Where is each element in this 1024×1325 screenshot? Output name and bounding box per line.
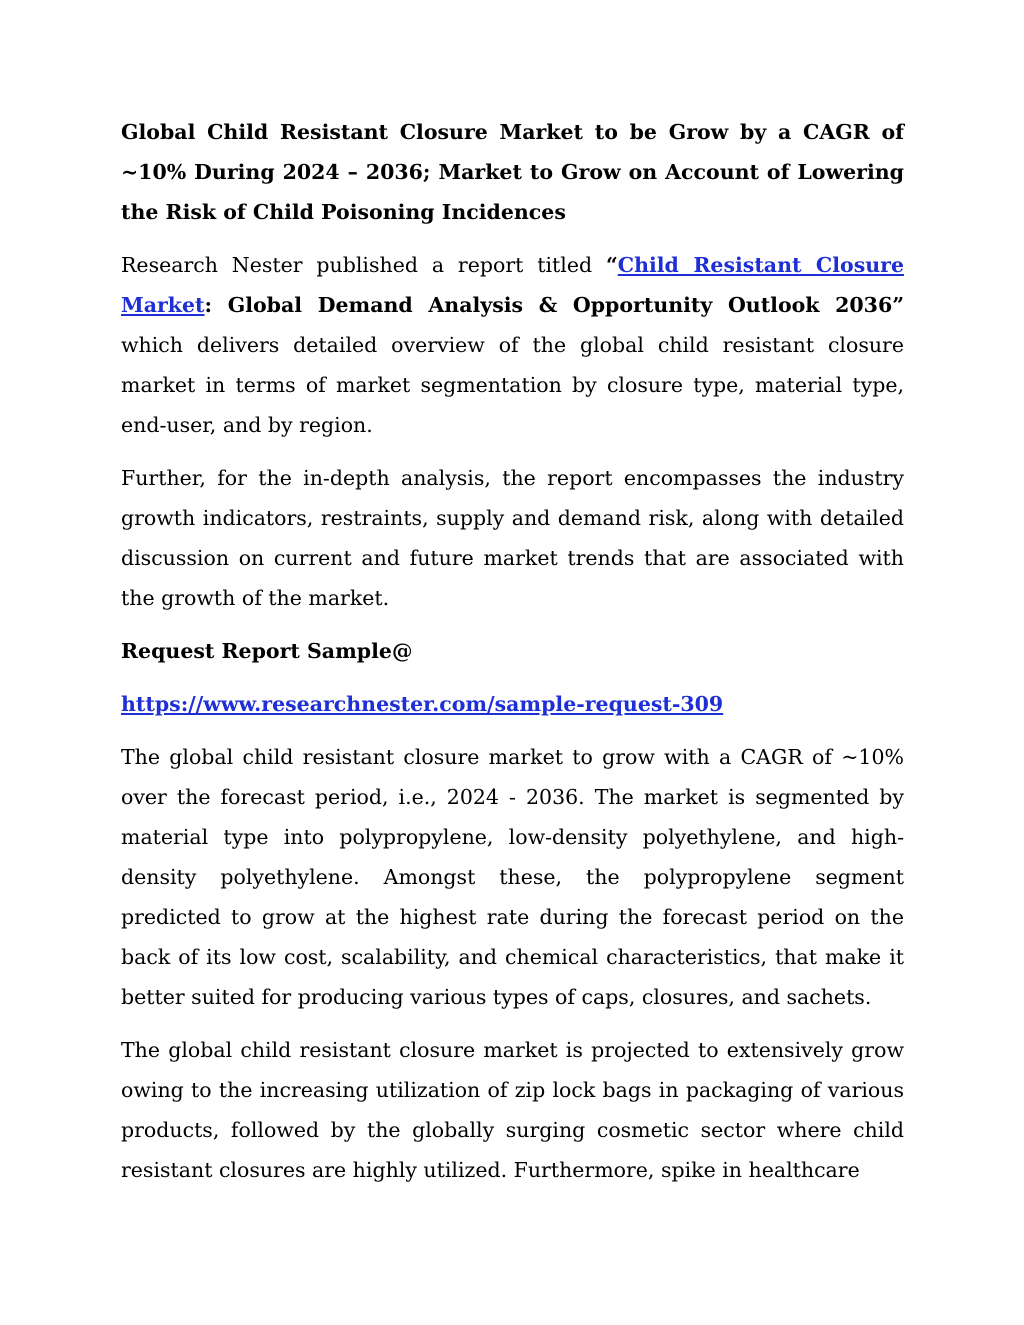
intro-paragraph — [121, 245, 904, 445]
projected-paragraph: The global child resistant closure market is projected to extensively grow owing to the increasing utilization of zip lock bags in packaging of various products, followed by the globally surging cosmetic sector where child resistant closures are highly utilized. Furthermore, spike in healthcare — [121, 1038, 904, 1182]
sample-request-link[interactable]: https://www.researchnester.com/sample-request-309 — [121, 692, 724, 716]
report-title-link[interactable]: Child Resistant Closure Market — [121, 253, 905, 317]
document-title: Global Child Resistant Closure Market to be Grow by a CAGR of ~10% During 2024 – 2036; Market to Grow on Account of Lowering the Risk of Child Poisoning Incidences — [121, 120, 904, 224]
intro-text-before-link: Research Nester published a report titled “ — [121, 253, 618, 277]
cagr-paragraph: The global child resistant closure market to grow with a CAGR of ~10% over the forecast period, i.e., 2024 - 2036. The market is segmented by material type into polypropylene, low-density polyethylene, and high-density polyethylene. Amongst these, the polypropylene segment predicted to grow at the highest rate during the forecast period on the back of its low cost, scalability, and chemical characteristics, that make it better suited for producing various types of caps, closures, and sachets. — [121, 745, 904, 1009]
further-paragraph: Further, for the in-depth analysis, the report encompasses the industry growth indicators, restraints, supply and demand risk, along with detailed discussion on current and future market trends that are associated with the growth of the market. — [121, 466, 904, 610]
intro-text-rest: which delivers detailed overview of the global child resistant closure market in terms of market segmentation by closure type, material type, end-user, and by region. — [121, 333, 904, 437]
document-page — [121, 112, 904, 1203]
sample-url-paragraph — [121, 684, 904, 724]
sample-request-label: Request Report Sample@ — [121, 639, 413, 663]
report-title-suffix: : Global Demand Analysis & Opportunity Outlook 2036” — [204, 293, 904, 317]
